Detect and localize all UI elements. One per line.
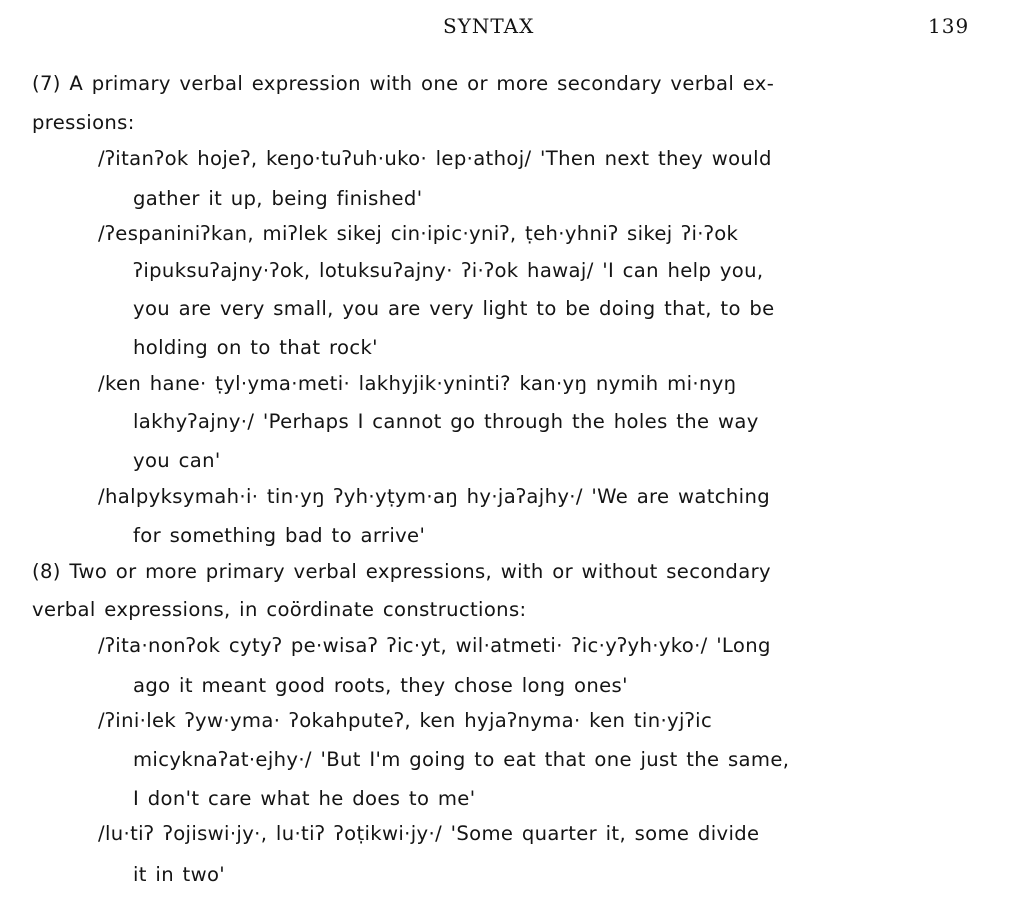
example-line: I don't care what he does to me' xyxy=(133,787,476,810)
example-line: lakhyʔajny·/ 'Perhaps I cannot go through the holes the way xyxy=(133,410,759,433)
example-line: /lu·tiʔ ʔojiswi·jy·, lu·tiʔ ʔoṭikwi·jy·/ 'Some quarter it, some divide xyxy=(98,822,760,845)
example-line: gather it up, being finished' xyxy=(133,187,423,210)
example-line: holding on to that rock' xyxy=(133,336,378,359)
example-line: /ken hane· ṭyl·yma·meti· lakhyjik·yninti? kan·yŋ nymih mi·nyŋ xyxy=(98,372,737,395)
example-line: /halpyksymah·i· tin·yŋ ʔyh·yṭym·aŋ hy·jaʔajhy·/ 'We are watching xyxy=(98,485,771,508)
example-line: /ʔini·lek ʔyw·yma· ʔokahputeʔ, ken hyjaʔnyma· ken tin·yjʔic xyxy=(98,709,713,732)
section-heading-line: (7) A primary verbal expression with one or more secondary verbal ex- xyxy=(32,72,775,95)
section-heading-line: verbal expressions, in coördinate constructions: xyxy=(32,598,527,621)
example-line: /ʔitanʔok hojeʔ, keŋo·tuʔuh·uko· lep·athoj/ 'Then next they would xyxy=(98,147,772,170)
section-heading-line: (8) Two or more primary verbal expressions, with or without secondary xyxy=(32,560,771,583)
example-line: you are very small, you are very light to be doing that, to be xyxy=(133,297,775,320)
running-title: SYNTAX xyxy=(443,14,535,38)
example-line: /ʔita·nonʔok cytyʔ pe·wisaʔ ʔic·yt, wil·atmeti· ʔic·yʔyh·yko·/ 'Long xyxy=(98,634,771,657)
example-line: ago it meant good roots, they chose long ones' xyxy=(133,674,628,697)
example-line: it in two' xyxy=(133,863,226,886)
page-number: 139 xyxy=(928,14,970,38)
section-heading-line: pressions: xyxy=(32,111,135,134)
example-line: you can' xyxy=(133,449,221,472)
example-line: micyknaʔat·ejhy·/ 'But I'm going to eat that one just the same, xyxy=(133,748,790,771)
example-line: ʔipuksuʔajny·ʔok, lotuksuʔajny· ʔi·ʔok hawaj/ 'I can help you, xyxy=(133,259,764,282)
example-line: for something bad to arrive' xyxy=(133,524,426,547)
example-line: /ʔespaniniʔkan, miʔlek sikej cin·ipic·yniʔ, ṭeh·yhniʔ sikej ʔi·ʔok xyxy=(98,222,739,245)
running-header xyxy=(0,14,1029,42)
